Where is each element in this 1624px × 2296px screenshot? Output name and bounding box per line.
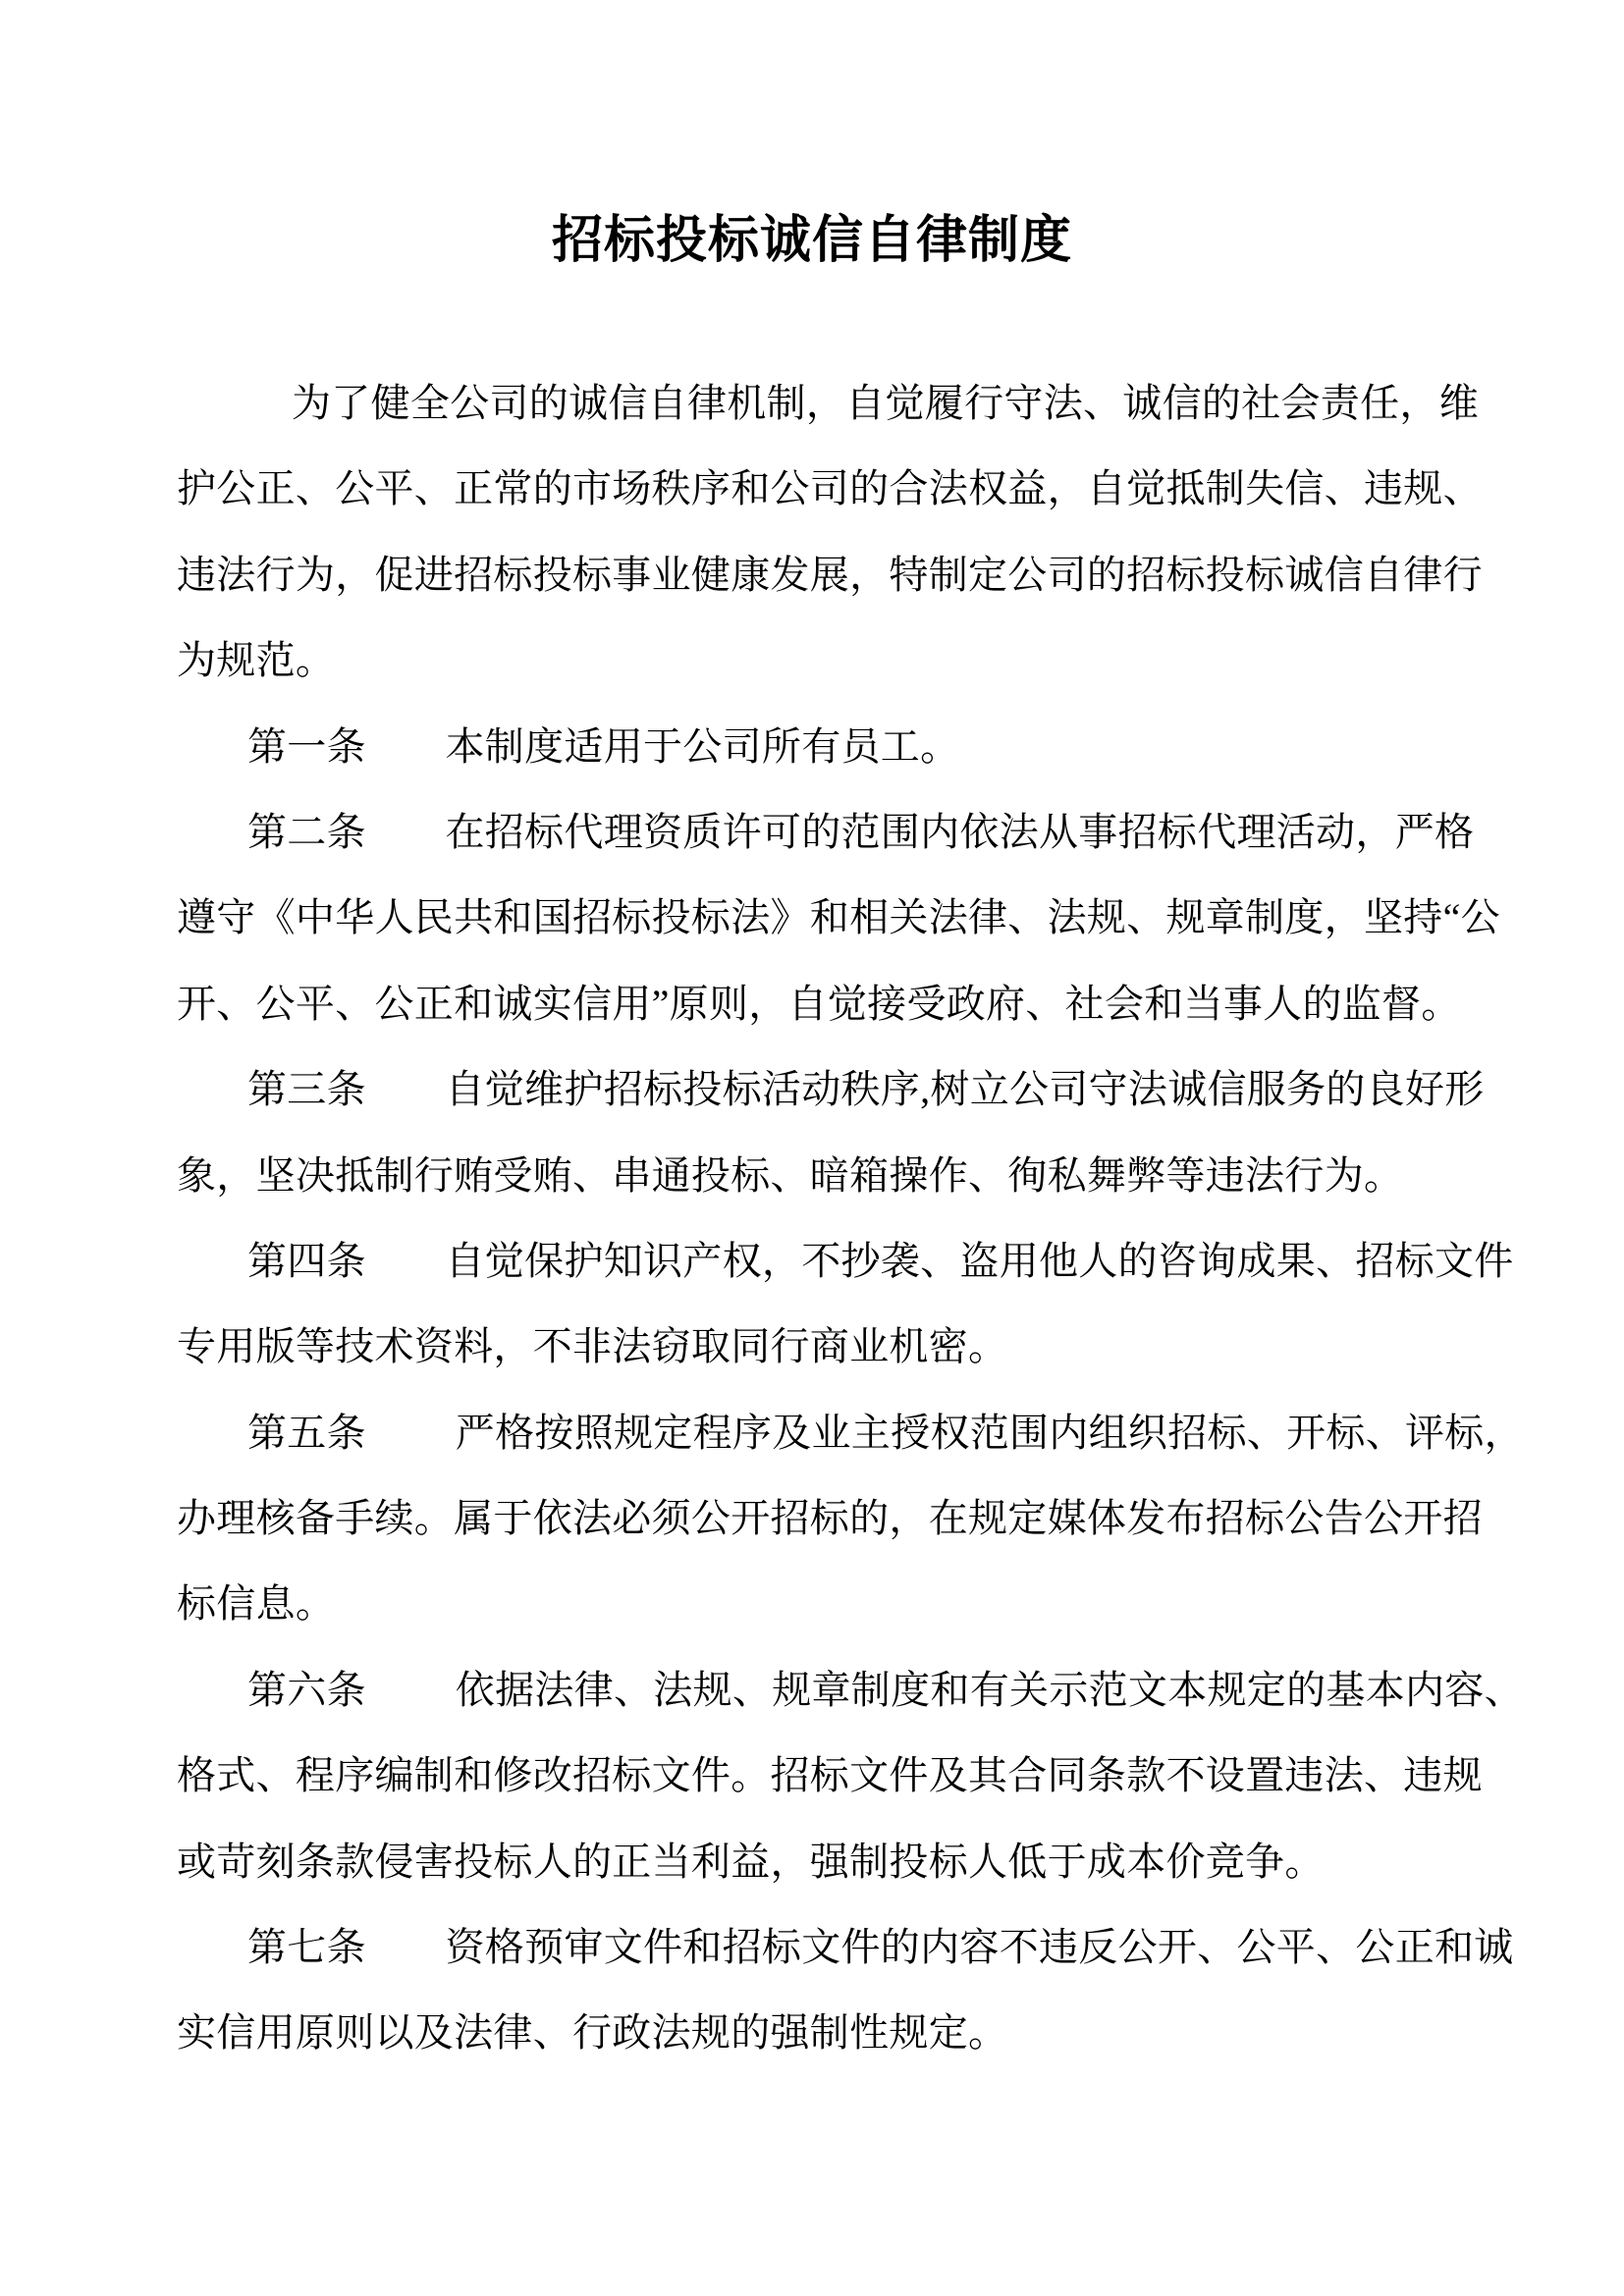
intro-paragraph-line: 为规范。 (177, 638, 336, 683)
article-3-line: 象，坚决抵制行贿受贿、串通投标、暗箱操作、徇私舞弊等违法行为。 (177, 1152, 1404, 1198)
article-5-line: 标信息。 (177, 1581, 336, 1627)
article-7-line: 第七条 资格预审文件和招标文件的内容不违反公开、公平、公正和诚 (247, 1925, 1514, 1970)
article-2-line: 遵守《中华人民共和国招标投标法》和相关法律、法规、规章制度，坚持“公 (177, 895, 1500, 940)
document-body (177, 360, 1524, 2076)
article-5-line: 办理核备手续。属于依法必须公开招标的，在规定媒体发布招标公告公开招 (177, 1496, 1483, 1541)
intro-paragraph-line: 护公正、公平、正常的市场秩序和公司的合法权益，自觉抵制失信、违规、 (177, 466, 1483, 511)
article-1-line: 第一条 本制度适用于公司所有员工。 (247, 723, 960, 769)
article-6-line: 格式、程序编制和修改招标文件。招标文件及其合同条款不设置违法、违规 (177, 1753, 1483, 1798)
article-6-line: 或苛刻条款侵害投标人的正当利益，强制投标人低于成本价竞争。 (177, 1839, 1325, 1884)
intro-paragraph-line: 为了健全公司的诚信自律机制，自觉履行守法、诚信的社会责任，维 (292, 381, 1479, 425)
article-3-line: 第三条 自觉维护招标投标活动秩序,树立公司守法诚信服务的良好形 (247, 1067, 1485, 1112)
article-7-line: 实信用原则以及法律、行政法规的强制性规定。 (177, 2010, 1008, 2056)
article-2-line: 开、公平、公正和诚实信用”原则，自觉接受政府、社会和当事人的监督。 (177, 981, 1461, 1026)
document-title: 招标投标诚信自律制度 (551, 213, 1072, 269)
article-4-line: 专用版等技术资料，不非法窃取同行商业机密。 (177, 1324, 1008, 1369)
article-5-line: 第五条 严格按照规定程序及业主授权范围内组织招标、开标、评标， (247, 1410, 1524, 1455)
article-4-line: 第四条 自觉保护知识产权，不抄袭、盗用他人的咨询成果、招标文件 (247, 1238, 1514, 1283)
intro-paragraph-line: 违法行为，促进招标投标事业健康发展，特制定公司的招标投标诚信自律行 (177, 552, 1483, 597)
article-6-line: 第六条 依据法律、法规、规章制度和有关示范文本规定的基本内容、 (247, 1667, 1524, 1712)
article-2-line: 第二条 在招标代理资质许可的范围内依法从事招标代理活动，严格 (247, 809, 1475, 854)
